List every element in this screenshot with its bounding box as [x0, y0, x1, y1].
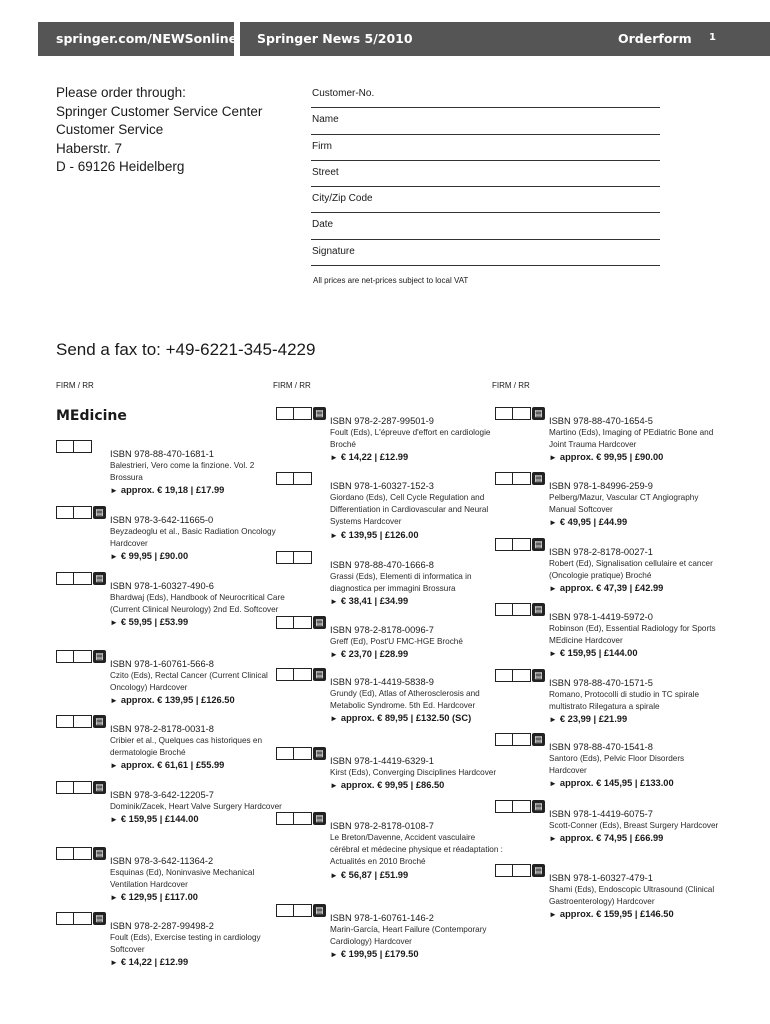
product-price: ► € 99,95 | £90.00	[110, 551, 189, 562]
site-url[interactable]: springer.com/NEWSonline	[56, 31, 238, 46]
quantity-checkbox[interactable]	[495, 669, 531, 682]
customer-form	[311, 82, 660, 266]
product-isbn: ISBN 978-1-4419-5972-0	[549, 612, 653, 622]
quantity-checkbox[interactable]	[276, 904, 312, 917]
product-isbn: ISBN 978-2-287-99498-2	[110, 921, 214, 931]
product-price: ► approx. € 145,95 | £133.00	[549, 778, 674, 789]
product-description: Grundy (Ed), Atlas of Atherosclerosis and Metabolic Syndrome. 5th Ed. Hardcover	[330, 689, 480, 711]
product-item	[95, 848, 285, 904]
ebook-icon: ▤	[532, 603, 545, 616]
arrow-icon: ►	[110, 696, 118, 706]
arrow-icon: ►	[110, 761, 118, 771]
arrow-icon: ►	[110, 618, 118, 628]
product-description: Dominik/Zacek, Heart Valve Surgery Hardcover	[110, 802, 282, 811]
form-title: Orderform	[618, 31, 692, 46]
arrow-icon: ►	[110, 486, 118, 496]
product-item	[95, 716, 285, 772]
quantity-checkbox[interactable]	[276, 472, 312, 485]
address-line: Haberstr. 7	[56, 140, 123, 156]
arrow-icon: ►	[110, 815, 118, 825]
quantity-checkbox[interactable]	[56, 650, 92, 663]
ebook-icon: ▤	[313, 812, 326, 825]
arrow-icon: ►	[549, 910, 557, 920]
address-line: Customer Service	[56, 122, 164, 137]
product-price: ► approx. € 74,95 | £66.99	[549, 833, 664, 844]
customer-no-field[interactable]: Customer-No.	[311, 82, 660, 108]
product-price: ► € 59,95 | £53.99	[110, 617, 189, 628]
quantity-checkbox[interactable]	[495, 472, 531, 485]
ebook-icon: ▤	[93, 847, 106, 860]
column-header: FIRM / RR	[56, 381, 94, 390]
product-description: Beyzadeoglu et al., Basic Radiation Oncology Hardcover	[110, 527, 276, 549]
ebook-icon: ▤	[93, 715, 106, 728]
product-description: Santoro (Eds), Pelvic Floor Disorders Hardcover	[549, 754, 685, 776]
arrow-icon: ►	[330, 781, 338, 791]
order-address	[56, 84, 262, 177]
product-item	[330, 559, 505, 608]
arrow-icon: ►	[330, 453, 338, 463]
header-bar-left	[38, 22, 238, 56]
signature-field[interactable]: Signature	[311, 240, 660, 266]
arrow-icon: ►	[330, 650, 338, 660]
product-isbn: ISBN 978-1-84996-259-9	[549, 481, 653, 491]
product-price: ► approx. € 139,95 | £126.50	[110, 695, 235, 706]
product-isbn: ISBN 978-2-8178-0027-1	[549, 547, 653, 557]
header-bar-right	[240, 22, 770, 56]
product-item	[534, 604, 724, 660]
arrow-icon: ►	[549, 715, 557, 725]
product-item	[95, 782, 285, 826]
product-price: ► approx. € 159,95 | £146.50	[549, 909, 674, 920]
product-price: ► approx. € 19,18 | £17.99	[110, 485, 225, 496]
ebook-icon: ▤	[532, 800, 545, 813]
product-item	[315, 617, 505, 661]
product-description: Giordano (Eds), Cell Cycle Regulation and Differentiation in Cardiovascular and Neural Systems Hardcover	[330, 493, 489, 527]
ebook-icon: ▤	[93, 506, 106, 519]
vat-note: All prices are net-prices subject to local VAT	[313, 276, 469, 285]
column-header: FIRM / RR	[273, 381, 311, 390]
product-description: Grassi (Eds), Elementi di informatica in diagnostica per immagini Brossura	[330, 572, 472, 594]
product-description: Cribier et al., Quelques cas historiques en dermatologie Broché	[110, 736, 263, 758]
arrow-icon: ►	[330, 597, 338, 607]
date-field[interactable]: Date	[311, 213, 660, 239]
section-title: MEdicine	[56, 408, 127, 424]
product-description: Kirst (Eds), Converging Disciplines Hardcover	[330, 768, 497, 777]
arrow-icon: ►	[110, 552, 118, 562]
product-price: ► approx. € 99,95 | £86.50	[330, 780, 445, 791]
product-item	[95, 651, 285, 707]
product-description: Marin-García, Heart Failure (Contemporary Cardiology) Hardcover	[330, 925, 487, 947]
product-item	[315, 748, 505, 792]
ebook-icon: ▤	[532, 472, 545, 485]
product-price: ► approx. € 47,39 | £42.99	[549, 583, 664, 594]
product-isbn: ISBN 978-88-470-1541-8	[549, 742, 653, 752]
product-item	[534, 408, 724, 464]
product-isbn: ISBN 978-2-8178-0031-8	[110, 724, 214, 734]
product-price: ► € 38,41 | £34.99	[330, 596, 409, 607]
product-description: Martino (Eds), Imaging of PEdiatric Bone and Joint Trauma Hardcover	[549, 428, 714, 450]
quantity-checkbox[interactable]	[495, 733, 531, 746]
product-isbn: ISBN 978-1-60761-566-8	[110, 659, 214, 669]
arrow-icon: ►	[330, 714, 338, 724]
product-price: ► € 199,95 | £179.50	[330, 949, 419, 960]
product-price: ► € 159,95 | £144.00	[549, 648, 638, 659]
product-description: Foult (Eds), L'épreuve d'effort en cardiologie Broché	[330, 428, 491, 450]
ebook-icon: ▤	[313, 904, 326, 917]
arrow-icon: ►	[110, 893, 118, 903]
product-isbn: ISBN 978-1-60327-479-1	[549, 873, 653, 883]
product-item	[330, 480, 505, 542]
product-description: Scott-Conner (Eds), Breast Surgery Hardcover	[549, 821, 719, 830]
address-line: Please order through:	[56, 85, 186, 100]
quantity-checkbox[interactable]	[495, 538, 531, 551]
product-item	[315, 669, 505, 725]
product-price: ► € 23,99 | £21.99	[549, 714, 628, 725]
product-description: Foult (Eds), Exercise testing in cardiology Softcover	[110, 933, 261, 955]
quantity-checkbox[interactable]	[56, 572, 92, 585]
name-field[interactable]: Name	[311, 108, 660, 134]
ebook-icon: ▤	[313, 407, 326, 420]
quantity-checkbox[interactable]	[276, 551, 312, 564]
ebook-icon: ▤	[93, 650, 106, 663]
quantity-checkbox[interactable]	[495, 603, 531, 616]
product-description: Esquinas (Ed), Noninvasive Mechanical Ventilation Hardcover	[110, 868, 255, 890]
product-description: Balestrieri, Vero come la finzione. Vol. 2 Brossura	[110, 461, 255, 483]
product-isbn: ISBN 978-1-60327-490-6	[110, 581, 214, 591]
quantity-checkbox[interactable]	[56, 781, 92, 794]
quantity-checkbox[interactable]	[56, 440, 92, 453]
product-description: Pelberg/Mazur, Vascular CT Angiography Manual Softcover	[549, 493, 699, 515]
product-isbn: ISBN 978-2-8178-0108-7	[330, 821, 434, 831]
ebook-icon: ▤	[93, 572, 106, 585]
product-item	[315, 408, 505, 464]
product-isbn: ISBN 978-1-60761-146-2	[330, 913, 434, 923]
ebook-icon: ▤	[93, 912, 106, 925]
ebook-icon: ▤	[532, 733, 545, 746]
product-isbn: ISBN 978-88-470-1571-5	[549, 678, 653, 688]
quantity-checkbox[interactable]	[276, 668, 312, 681]
product-description: Romano, Protocolli di studio in TC spirale multistrato Rilegatura a spirale	[549, 690, 700, 712]
ebook-icon: ▤	[532, 538, 545, 551]
arrow-icon: ►	[549, 649, 557, 659]
product-isbn: ISBN 978-2-287-99501-9	[330, 416, 434, 426]
quantity-checkbox[interactable]	[56, 912, 92, 925]
arrow-icon: ►	[330, 870, 338, 880]
product-description: Le Breton/Davenne, Accident vasculaire cérébral et médecine physique et réadaptation : Actualités en 2010 Broché	[330, 833, 503, 867]
ebook-icon: ▤	[313, 616, 326, 629]
product-isbn: ISBN 978-3-642-12205-7	[110, 790, 214, 800]
arrow-icon: ►	[549, 834, 557, 844]
product-price: ► € 23,70 | £28.99	[330, 649, 409, 660]
product-price: ► approx. € 99,95 | £90.00	[549, 452, 664, 463]
city-zip-field[interactable]: City/Zip Code	[311, 187, 660, 213]
product-price: ► approx. € 89,95 | £132.50 (SC)	[330, 713, 472, 724]
product-isbn: ISBN 978-2-8178-0096-7	[330, 625, 434, 635]
product-price: ► € 49,95 | £44.99	[549, 517, 628, 528]
product-item	[315, 905, 505, 961]
arrow-icon: ►	[549, 779, 557, 789]
ebook-icon: ▤	[313, 668, 326, 681]
ebook-icon: ▤	[532, 407, 545, 420]
arrow-icon: ►	[549, 584, 557, 594]
product-isbn: ISBN 978-88-470-1654-5	[549, 416, 653, 426]
quantity-checkbox[interactable]	[276, 407, 312, 420]
quantity-checkbox[interactable]	[56, 847, 92, 860]
product-isbn: ISBN 978-3-642-11364-2	[110, 856, 214, 866]
quantity-checkbox[interactable]	[56, 715, 92, 728]
product-isbn: ISBN 978-88-470-1666-8	[330, 560, 434, 570]
product-price: ► € 14,22 | £12.99	[110, 957, 189, 968]
quantity-checkbox[interactable]	[276, 616, 312, 629]
column-header: FIRM / RR	[492, 381, 530, 390]
product-item	[95, 507, 285, 563]
arrow-icon: ►	[549, 453, 557, 463]
address-line: Springer Customer Service Center	[56, 103, 263, 119]
address-line: D - 69126 Heidelberg	[56, 159, 185, 174]
product-description: Czito (Eds), Rectal Cancer (Current Clinical Oncology) Hardcover	[110, 671, 268, 693]
product-isbn: ISBN 978-1-4419-5838-9	[330, 677, 434, 687]
product-item	[315, 813, 505, 882]
product-item	[534, 865, 724, 921]
product-isbn: ISBN 978-1-60327-152-3	[330, 481, 434, 491]
quantity-checkbox[interactable]	[495, 864, 531, 877]
ebook-icon: ▤	[93, 781, 106, 794]
product-item	[110, 448, 285, 497]
product-isbn: ISBN 978-1-4419-6329-1	[330, 756, 434, 766]
ebook-icon: ▤	[532, 864, 545, 877]
product-description: Shami (Eds), Endoscopic Ultrasound (Clinical Gastroenterology) Hardcover	[549, 885, 715, 907]
ebook-icon: ▤	[532, 669, 545, 682]
product-item	[534, 473, 724, 529]
quantity-checkbox[interactable]	[56, 506, 92, 519]
product-item	[95, 573, 285, 629]
product-isbn: ISBN 978-88-470-1681-1	[110, 449, 214, 459]
product-price: ► € 129,95 | £117.00	[110, 892, 198, 903]
product-price: ► approx. € 61,61 | £55.99	[110, 760, 225, 771]
arrow-icon: ►	[330, 530, 338, 540]
product-price: ► € 139,95 | £126.00	[330, 529, 419, 540]
product-isbn: ISBN 978-3-642-11665-0	[110, 515, 214, 525]
quantity-checkbox[interactable]	[276, 812, 312, 825]
product-item	[534, 670, 724, 726]
product-item	[534, 734, 724, 790]
product-item	[534, 539, 724, 595]
firm-field[interactable]: Firm	[311, 135, 660, 161]
ebook-icon: ▤	[313, 747, 326, 760]
page-number: 1	[709, 32, 716, 43]
product-description: Robert (Ed), Signalisation cellulaire et cancer (Oncologie pratique) Broché	[549, 559, 713, 581]
product-item	[534, 801, 724, 845]
product-price: ► € 159,95 | £144.00	[110, 814, 199, 825]
product-item	[95, 913, 285, 969]
quantity-checkbox[interactable]	[495, 800, 531, 813]
product-description: Bhardwaj (Eds), Handbook of Neurocritical Care (Current Clinical Neurology) 2nd Ed. Softcover	[110, 593, 285, 615]
street-field[interactable]: Street	[311, 161, 660, 187]
arrow-icon: ►	[330, 950, 338, 960]
arrow-icon: ►	[110, 958, 118, 968]
product-price: ► € 14,22 | £12.99	[330, 452, 409, 463]
fax-heading: Send a fax to: +49-6221-345-4229	[56, 340, 316, 359]
product-description: Greff (Ed), Post'U FMC-HGE Broché	[330, 637, 463, 646]
product-isbn: ISBN 978-1-4419-6075-7	[549, 809, 653, 819]
product-price: ► € 56,87 | £51.99	[330, 869, 409, 880]
issue-title: Springer News 5/2010	[257, 31, 413, 46]
quantity-checkbox[interactable]	[495, 407, 531, 420]
product-description: Robinson (Ed), Essential Radiology for Sports MEdicine Hardcover	[549, 624, 716, 646]
arrow-icon: ►	[549, 518, 557, 528]
quantity-checkbox[interactable]	[276, 747, 312, 760]
